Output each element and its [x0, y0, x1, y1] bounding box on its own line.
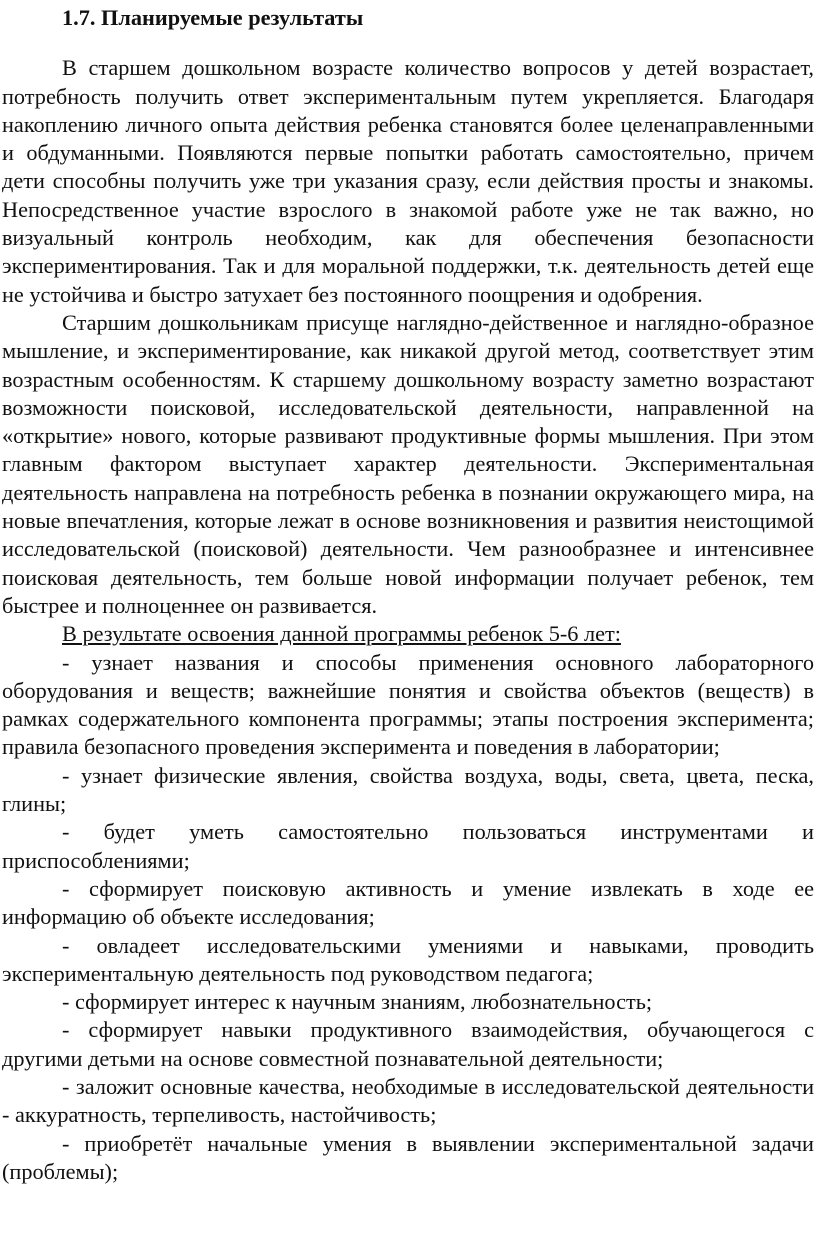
- result-item: - узнает физические явления, свойства воздуха, воды, света, цвета, песка, глины;: [2, 762, 814, 817]
- result-item: - сформирует поисковую активность и умение извлекать в ходе ее информацию об объекте исследования;: [2, 875, 814, 930]
- paragraph: В старшем дошкольном возрасте количество вопросов у детей возрастает, потребность получить ответ экспериментальным путем укрепляется. Благодаря накоплению личного опыта действия ребенка становятся более целенаправленными и обдуманными. Появляются первые попытки работать самостоятельно, причем дети способны получить уже три указания сразу, если действия просты и знакомы. Непосредственное участие взрослого в знакомой работе уже не так важно, но визуальный контроль необходим, как для обеспечения безопасности экспериментирования. Так и для моральной поддержки, т.к. деятельность детей еще не устойчива и быстро затухает без постоянного поощрения и одобрения.: [2, 55, 814, 307]
- result-item: - овладеет исследовательскими умениями и навыками, проводить экспериментальную деятельность под руководством педагога;: [2, 932, 814, 986]
- result-item: - узнает названия и способы применения основного лабораторного оборудования и веществ; важнейшие понятия и свойства объектов (веществ) в рамках содержательного компонента программы; этапы построения эксперимента; правила безопасного проведения эксперимента и поведения в лаборатории;: [2, 649, 814, 760]
- results-lead: В результате освоения данной программы ребенок 5-6 лет:: [62, 621, 621, 647]
- section-heading: 1.7. Планируемые результаты: [62, 5, 364, 30]
- result-item: - сформирует интерес к научным знаниям, любознательность;: [62, 989, 653, 1015]
- result-item: - приобретёт начальные умения в выявлении экспериментальной задачи (проблемы);: [2, 1130, 814, 1184]
- result-item: - будет уметь самостоятельно пользоваться инструментами и приспособлениями;: [2, 819, 814, 873]
- paragraph: Старшим дошкольникам присуще наглядно-действенное и наглядно-образное мышление, и экспериментирование, как никакой другой метод, соответствует этим возрастным особенностям. К старшему дошкольному возрасту заметно возрастают возможности поисковой, исследовательской деятельности, направленной на «открытие» нового, которые развивают продуктивные формы мышления. При этом главным фактором выступает характер деятельности. Экспериментальная деятельность направлена на потребность ребенка в познании окружающего мира, на новые впечатления, которые лежат в основе возникновения и развития неистощимой исследовательской (поисковой) деятельности. Чем разнообразнее и интенсивнее поисковая деятельность, тем больше новой информации получает ребенок, тем быстрее и полноценнее он развивается.: [2, 309, 814, 618]
- result-item: - сформирует навыки продуктивного взаимодействия, обучающегося с другими детьми на основе совместной познавательной деятельности;: [2, 1017, 814, 1071]
- result-item: - заложит основные качества, необходимые в исследовательской деятельности - аккуратность, терпеливость, настойчивость;: [2, 1073, 814, 1128]
